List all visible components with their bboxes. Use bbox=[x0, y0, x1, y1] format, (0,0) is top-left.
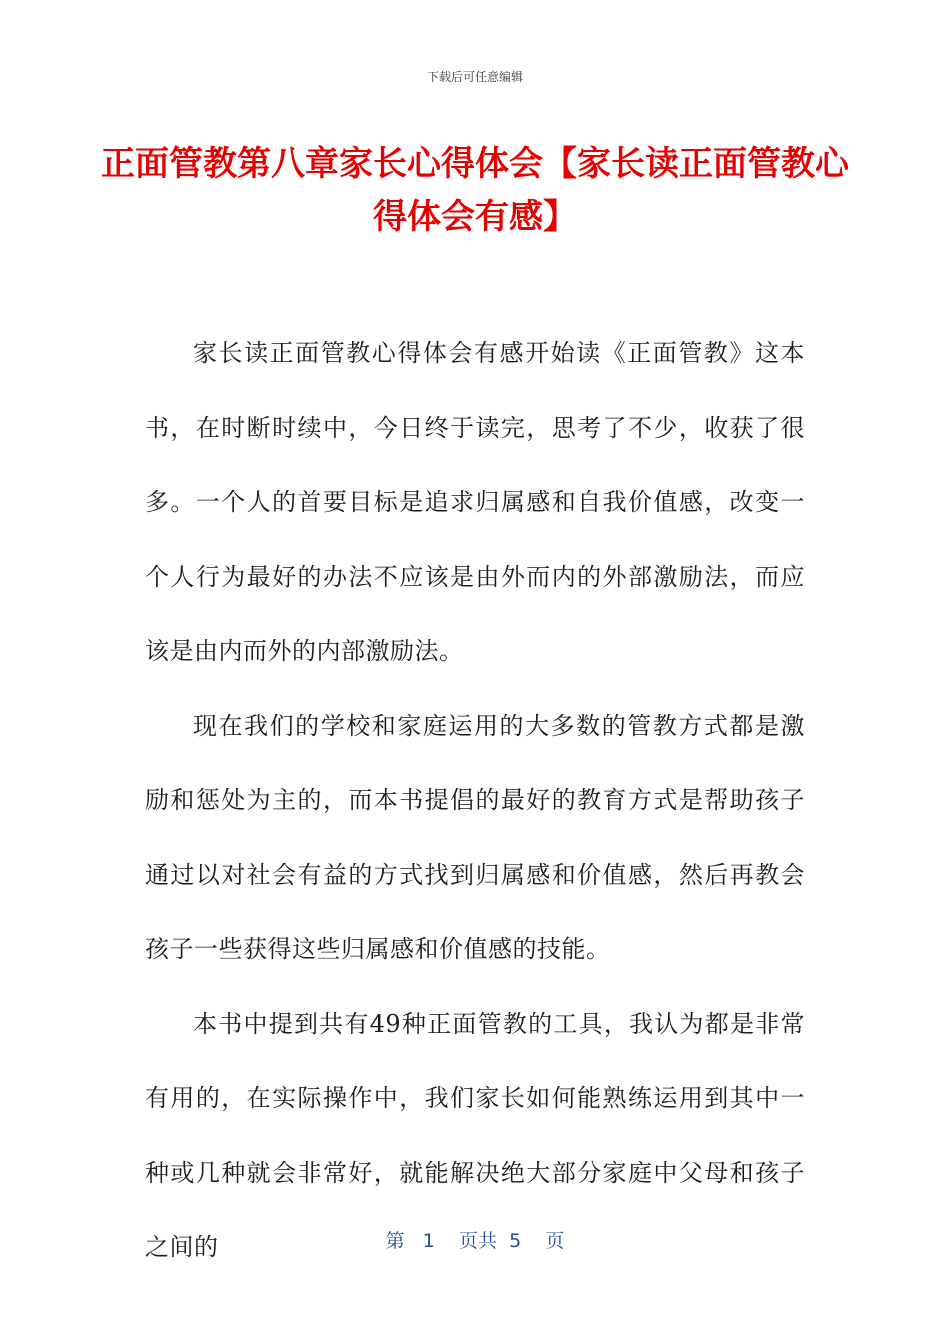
header-note: 下载后可任意编辑 bbox=[426, 70, 523, 84]
footer-page-total: 5 bbox=[509, 1230, 522, 1252]
footer-page-middle: 页共 bbox=[459, 1230, 498, 1252]
document-body bbox=[145, 316, 805, 1285]
page-footer bbox=[0, 1226, 950, 1253]
footer-page-suffix: 页 bbox=[545, 1230, 565, 1252]
paragraph-3: 本书中提到共有49种正面管教的工具，我认为都是非常有用的，在实际操作中，我们家长如何能熟练运用到其中一种或几种就会非常好，就能解决绝大部分家庭中父母和孩子之间的 bbox=[145, 1009, 805, 1261]
paragraph-2: 现在我们的学校和家庭运用的大多数的管教方式都是激励和惩处为主的，而本书提倡的最好的教育方式是帮助孩子通过以对社会有益的方式找到归属感和价值感，然后再教会孩子一些获得这些归属感和价值感的技能。 bbox=[145, 711, 805, 963]
document-title: 正面管教第八章家长心得体会【家长读正面管教心得体会有感】 bbox=[101, 144, 849, 237]
paragraph-1: 家长读正面管教心得体会有感开始读《正面管教》这本书，在时断时续中，今日终于读完，思考了不少，收获了很多。一个人的首要目标是追求归属感和自我价值感，改变一个人行为最好的办法不应该是由外而内的外部激励法，而应该是由内而外的内部激励法。 bbox=[145, 339, 805, 665]
footer-page-prefix: 第 bbox=[385, 1230, 405, 1252]
footer-page-number: 1 bbox=[422, 1230, 435, 1252]
